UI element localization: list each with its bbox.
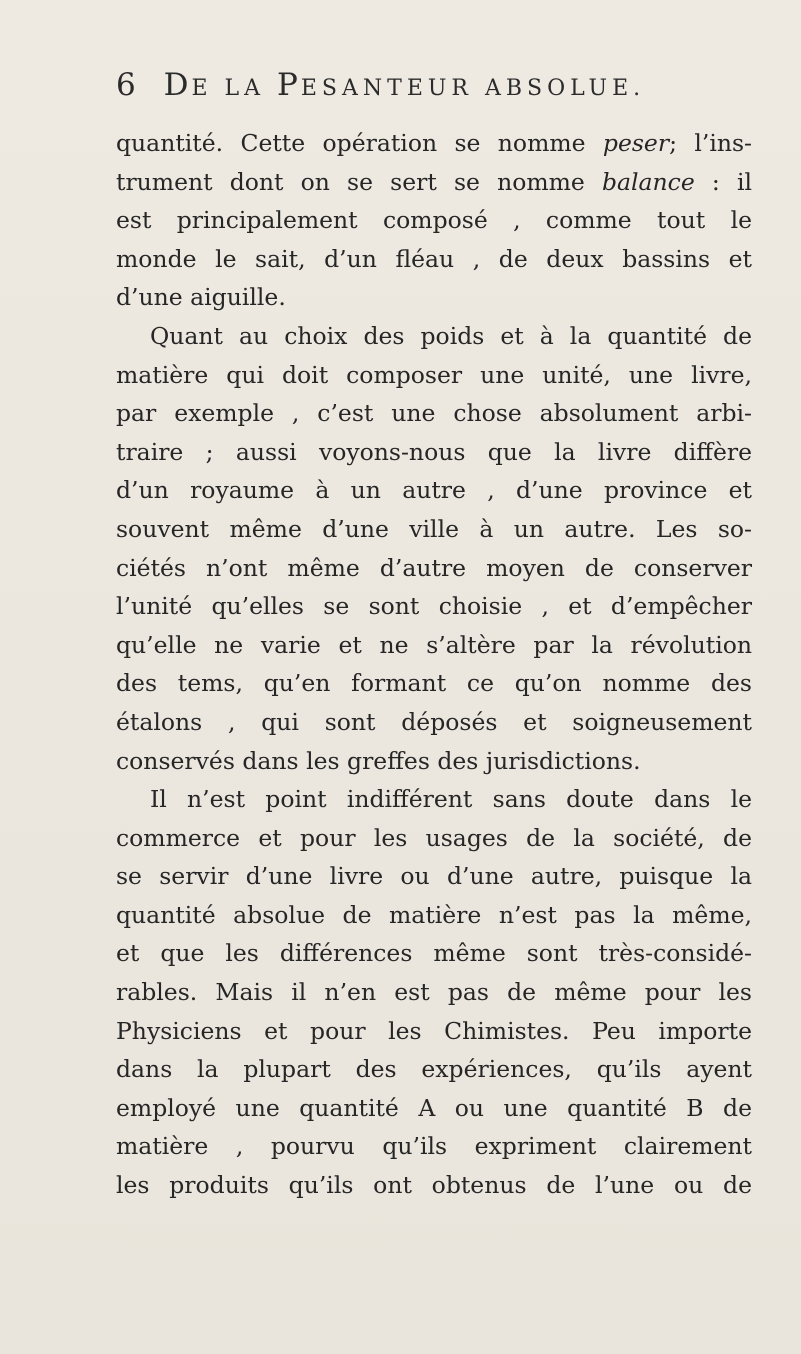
text-line: trument dont on se sert se nomme balance : il: [116, 167, 752, 196]
text-line: quantité absolue de matière n’est pas la même,: [116, 900, 752, 929]
text-line: quantité. Cette opération se nomme peser; l’ins-: [116, 129, 752, 157]
running-title-part: ESANTEUR: [300, 76, 485, 101]
text-line: souvent même d’une ville à un autre. Les so-: [116, 514, 752, 543]
text-line: l’unité qu’elles se sont choisie , et d’empêcher: [116, 592, 752, 621]
text-line: commerce et pour les usages de la société, de: [116, 823, 752, 852]
text-line: est principalement composé , comme tout le: [116, 206, 752, 235]
text-line: traire ; aussi voyons-nous que la livre diffère: [116, 437, 752, 466]
text-line: matière , pourvu qu’ils expriment clairement: [116, 1132, 752, 1161]
text-line: dans la plupart des expériences, qu’ils ayent: [116, 1055, 752, 1084]
text-line: les produits qu’ils ont obtenus de l’une ou de: [116, 1171, 752, 1200]
body-text: [116, 124, 752, 1205]
text-line: Quant au choix des poids et à la quantité de: [150, 321, 752, 350]
text-line: ciétés n’ont même d’autre moyen de conserver: [116, 553, 752, 582]
page-number: 6: [116, 67, 136, 103]
running-title-part: E: [191, 76, 225, 101]
text-line: d’une aiguille.: [116, 283, 286, 312]
text-line: par exemple , c’est une chose absolument arbi-: [116, 399, 752, 428]
text-line: monde le sait, d’un fléau , de deux bassins et: [116, 244, 752, 273]
running-title: [163, 67, 646, 103]
text-line: et que les différences même sont très-considé-: [116, 939, 752, 968]
text-line: Physiciens et pour les Chimistes. Peu importe: [116, 1016, 752, 1045]
running-title-part: D: [163, 67, 192, 103]
text-line: rables. Mais il n’en est pas de même pour les: [116, 978, 752, 1007]
text-line: Il n’est point indifférent sans doute dans le: [150, 785, 752, 814]
text-line: employé une quantité A ou une quantité B de: [116, 1093, 752, 1122]
text-line: se servir d’une livre ou d’une autre, puisque la: [116, 862, 752, 891]
text-line: qu’elle ne varie et ne s’altère par la révolution: [116, 630, 752, 659]
running-title-part: P: [277, 67, 301, 103]
text-line: étalons , qui sont déposés et soigneusement: [116, 707, 752, 736]
text-line: d’un royaume à un autre , d’une province et: [116, 476, 752, 505]
running-head: [116, 67, 646, 103]
text-line: des tems, qu’en formant ce qu’on nomme des: [116, 669, 752, 698]
text-line: conservés dans les greffes des jurisdictions.: [116, 746, 641, 775]
text-line: matière qui doit composer une unité, une livre,: [116, 360, 752, 389]
running-title-part: ABSOLUE.: [484, 76, 646, 101]
running-title-part: LA: [224, 76, 278, 101]
